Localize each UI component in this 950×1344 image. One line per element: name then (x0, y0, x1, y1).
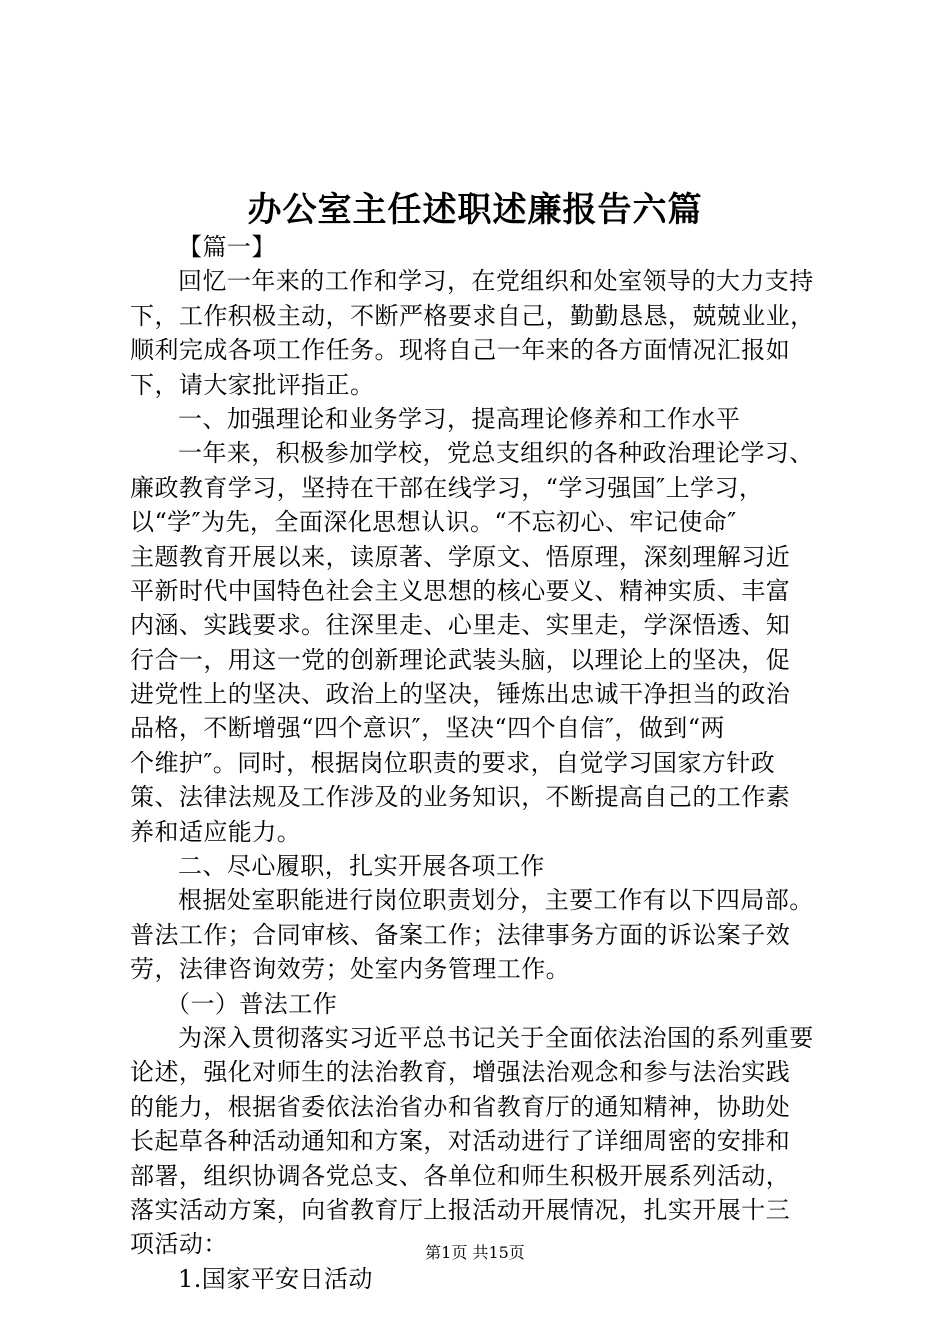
paragraph-line: 顺利完成各项工作任务。现将自己一年来的各方面情况汇报如 (130, 336, 791, 365)
paragraph-line: 进党性上的坚决、政治上的坚决，锤炼出忠诚干净担当的政治 (130, 680, 791, 709)
section-heading-part-one: 【篇一】 (178, 233, 276, 261)
paragraph-line: 为深入贯彻落实习近平总书记关于全面依法治国的系列重要 (178, 1023, 814, 1052)
document-body (130, 230, 848, 1296)
paragraph-line: 劳，法律咨询效劳；处室内务管理工作。 (130, 955, 571, 984)
paragraph-line: 下，工作积极主动，不断严格要求自己，勤勤恳恳，兢兢业业， (130, 301, 815, 330)
paragraph-line: 策、法律法规及工作涉及的业务知识，不断提高自己的工作素 (130, 783, 791, 812)
paragraph-line: 长起草各种活动通知和方案，对活动进行了详细周密的安排和 (130, 1127, 791, 1156)
paragraph-line: 内涵、实践要求。往深里走、心里走、实里走，学深悟透、知 (130, 611, 791, 640)
paragraph-line: 廉政教育学习，坚持在干部在线学习，“学习强国″上学习， (130, 473, 764, 502)
paragraph-line: 一年来，积极参加学校，党总支组织的各种政治理论学习、 (178, 439, 814, 468)
list-item: 1.国家平安日活动 (178, 1264, 373, 1293)
paragraph-line: 回忆一年来的工作和学习，在党组织和处室领导的大力支持 (178, 267, 814, 296)
paragraph-line: 的能力，根据省委依法治省办和省教育厅的通知精神，协助处 (130, 1092, 791, 1121)
paragraph-line: 养和适应能力。 (130, 817, 302, 846)
subsection-heading: （一）普法工作 (166, 989, 338, 1018)
document-title: 办公室主任述职述廉报告六篇 (247, 190, 703, 230)
paragraph-line: 下，请大家批评指正。 (130, 370, 375, 399)
paragraph-line: 根据处室职能进行岗位职责划分，主要工作有以下四局部。 (178, 886, 814, 915)
paragraph-line: 落实活动方案，向省教育厅上报活动开展情况，扎实开展十三 (130, 1195, 791, 1224)
section-heading: 二、尽心履职，扎实开展各项工作 (178, 852, 545, 881)
paragraph-line: 普法工作；合同审核、备案工作；法律事务方面的诉讼案子效 (130, 920, 791, 949)
paragraph-line: 部署，组织协调各党总支、各单位和师生积极开展系列活动， (130, 1161, 791, 1190)
paragraph-line: 以“学″为先，全面深化思想认识。“不忘初心、牢记使命″ (130, 508, 737, 537)
page-number-footer: 第1页 共15页 (425, 1243, 525, 1262)
paragraph-line: 论述，强化对师生的法治教育，增强法治观念和参与法治实践 (130, 1058, 791, 1087)
section-heading: 一、加强理论和业务学习，提高理论修养和工作水平 (178, 404, 741, 433)
paragraph-line: 平新时代中国特色社会主义思想的核心要义、精神实质、丰富 (130, 576, 791, 605)
paragraph-line: 个维护″。同时，根据岗位职责的要求，自觉学习国家方针政 (130, 748, 776, 777)
paragraph-line: 行合一，用这一党的创新理论武装头脑，以理论上的坚决，促 (130, 645, 791, 674)
paragraph-line: 主题教育开展以来，读原著、学原文、悟原理，深刻理解习近 (130, 542, 791, 571)
paragraph-line: 项活动： (130, 1230, 228, 1259)
paragraph-line: 品格，不断增强“四个意识″，坚决“四个自信″，做到“两 (130, 714, 725, 743)
